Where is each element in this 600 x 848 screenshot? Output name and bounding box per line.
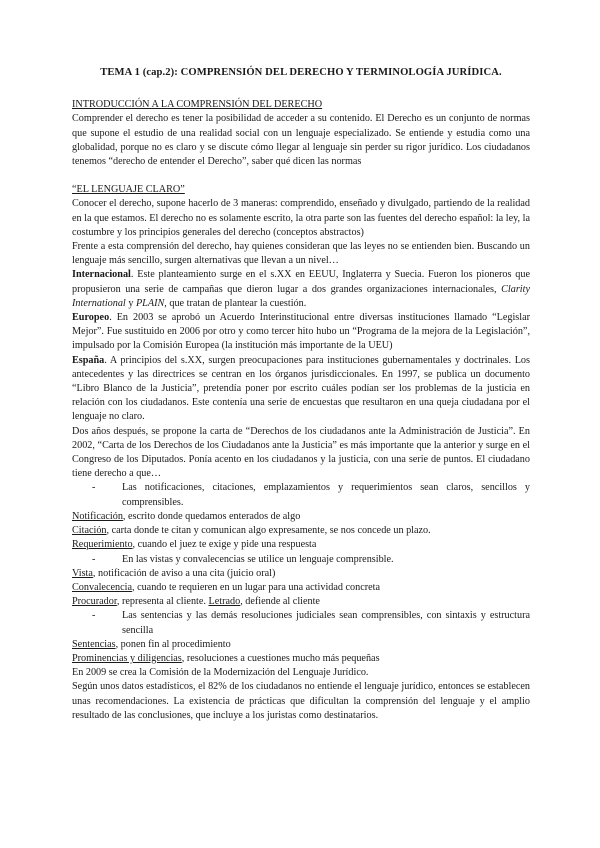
bullet-list-2 (72, 553, 530, 567)
document-page (72, 66, 530, 723)
def-letrado: , defiende al cliente (240, 596, 320, 608)
def-providencias: , resoluciones a cuestiones mucho más pequeñas (181, 652, 380, 664)
term-notificacion: Notificación (72, 510, 123, 522)
definition-sentencias (72, 638, 530, 652)
def-citacion: , carta donde te citan y comunican algo expresamente, se nos concede un plazo. (106, 525, 431, 537)
definition-notificacion (72, 510, 530, 524)
europeo-text: . En 2003 se aprobó un Acuerdo Interinstitucional entre diversas instituciones llamado “Legislar Mejor”. Fue sustituido en 2006 por otro y como tercer hito hubo un “Programa de la mejora de la Legislación”, impulsado por la Comisión Europea (la institución más importante de la UEU) (72, 312, 530, 352)
definition-procurador (72, 595, 530, 609)
term-vista: Vista (72, 567, 93, 579)
def-convalecencia: , cuando te requieren en un lugar para una actividad concreta (131, 581, 381, 593)
definition-providencias (72, 652, 530, 666)
europeo-label: Europeo (72, 312, 110, 324)
document-title: TEMA 1 (cap.2): COMPRENSIÓN DEL DERECHO Y TERMINOLOGÍA JURÍDICA. (100, 67, 502, 78)
intro-paragraph: Comprender el derecho es tener la posibilidad de acceder a su contenido. El Derecho es un conjunto de normas que supone el estudio de una realidad social con un lenguaje especializado. Se entiende y estudia como una globalidad, porque no es claro y se discute cómo llegar al lenguaje sin perder su rigor jurídico. Los ciudadanos tenemos “derecho de entender el Derecho”, saber qué dicen las normas (72, 113, 530, 168)
plain-org: PLAIN (135, 297, 165, 309)
definition-convalecencia (72, 581, 530, 595)
comision-paragraph: En 2009 se crea la Comisión de la Modernización del Lenguaje Jurídico. (72, 667, 369, 679)
definition-citacion (72, 524, 530, 538)
conocer-paragraph: Conocer el derecho, supone hacerlo de 3 maneras: comprendido, enseñado y divulgado, partiendo de la realidad en la que estamos. El derecho no es solamente escrito, la otra parte son las fuentes del derecho español: la ley, la costumbre y los principios generales del derecho (conceptos abstractos) (72, 198, 530, 238)
espana-text: . A principios del s.XX, surgen preocupaciones para instituciones gubernamentales y doctrinales. Los antecedentes y las directrices se centran en los órganos jurisdiccionales. En 1997, se publica un documento “Libro Blanco de la Justicia”, pretendía poner por escrito cuáles podían ser los problemas de la justicia en relación con los ciudadanos. Este contenía una serie de encuestas que resultaron en una queja ciudadana por el lenguaje no claro. (72, 354, 530, 423)
spacer (72, 169, 530, 183)
term-letrado: Letrado (208, 596, 241, 608)
bullet-sentencias: - Las sentencias y las demás resoluciones judiciales sean comprensibles, con sintaxis y estructura sencilla (106, 609, 530, 637)
term-requerimiento: Requerimiento (72, 539, 133, 551)
internacional-and: y (125, 297, 136, 309)
estadisticas-paragraph: Según unos datos estadísticos, el 82% de los ciudadanos no entiende el lenguaje jurídico, entonces se establecen unas recomendaciones. La existencia de prácticas que dificultan la comprensión del lenguaje y el amplio resultado de las conclusiones, que incluye a los juristas como destinatarios. (72, 681, 530, 721)
term-procurador: Procurador (72, 596, 117, 608)
internacional-text-a: . Este planteamiento surge en el s.XX en EEUU, Inglaterra y Suecia. Fueron los pioneros que propusieron una serie de campañas que dieron lugar a dos grandes organizaciones internacionales, (72, 269, 530, 295)
internacional-paragraph (72, 268, 530, 311)
term-providencias: Prominencias y diligencias (72, 652, 182, 664)
def-vista: , notificación de aviso a una cita (juicio oral) (92, 567, 276, 579)
def-notificacion: , escrito donde quedamos enterados de algo (122, 510, 301, 522)
lenguaje-claro-heading: “EL LENGUAJE CLARO” (72, 184, 185, 196)
def-requerimiento: , cuando el juez te exige y pide una respuesta (132, 539, 317, 551)
bullet-notificaciones: - Las notificaciones, citaciones, emplazamientos y requerimientos sean claros, sencillos y comprensibles. (106, 481, 530, 509)
espana-label: España (72, 354, 105, 366)
term-sentencias: Sentencias (72, 638, 116, 650)
intro-heading: INTRODUCCIÓN A LA COMPRENSIÓN DEL DERECHO (72, 99, 323, 111)
def-procurador: , representa al cliente. (116, 596, 209, 608)
bullet-vistas: - En las vistas y convalecencias se utilice un lenguaje comprensible. (106, 553, 530, 567)
clarity-org: Clarity International (72, 283, 530, 309)
bullet-list-3 (72, 609, 530, 637)
dos-anos-paragraph: Dos años después, se propone la carta de “Derechos de los ciudadanos ante la Administración de Justicia”. En 2002, “Carta de los Derechos de los Ciudadanos ante la Justicia” es más importante que la anterior y surge en el Congreso de los Diputados. Ponía acento en los ciudadanos y la justicia, con una serie de puntos. El ciudadano tiene derecho a que… (72, 425, 530, 480)
definition-requerimiento (72, 538, 530, 552)
frente-paragraph: Frente a esta comprensión del derecho, hay quienes consideran que las leyes no se entienden bien. Buscando un lenguaje más sencillo, surgen alternativas que llevan a un nivel… (72, 241, 530, 267)
term-citacion: Citación (72, 525, 107, 537)
definition-vista (72, 567, 530, 581)
internacional-text-b: , que tratan de plantear la cuestión. (164, 297, 307, 309)
def-sentencias: , ponen fin al procedimiento (115, 638, 231, 650)
europeo-paragraph (72, 311, 530, 354)
bullet-list-1 (72, 481, 530, 509)
term-convalecencia: Convalecencia (72, 581, 132, 593)
internacional-label: Internacional (72, 269, 131, 281)
espana-paragraph (72, 354, 530, 425)
